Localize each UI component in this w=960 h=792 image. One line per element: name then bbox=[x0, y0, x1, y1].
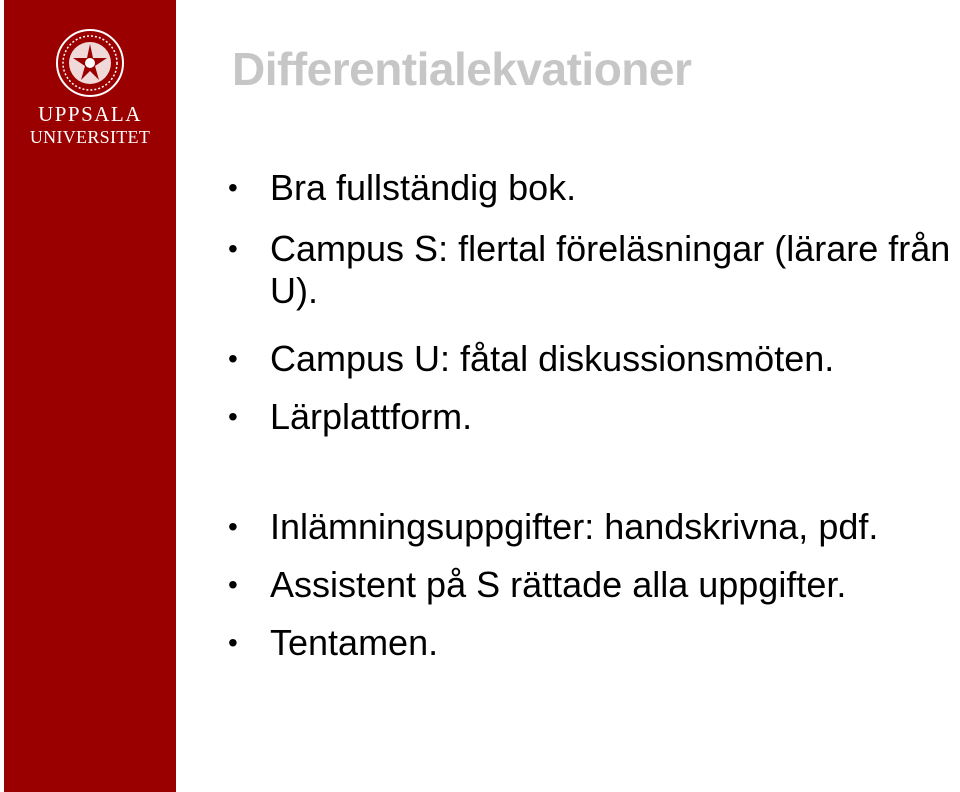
bullet-text: Assistent på S rättade alla uppgifter. bbox=[270, 564, 847, 605]
slide-title: Differentialekvationer bbox=[232, 43, 692, 95]
bullet-icon: • bbox=[228, 511, 238, 542]
bullet-item bbox=[228, 564, 956, 606]
university-seal-icon bbox=[55, 28, 125, 98]
bullet-icon: • bbox=[228, 569, 238, 600]
bullet-text: Lärplattform. bbox=[270, 396, 473, 437]
bullet-item bbox=[228, 167, 956, 209]
bullet-icon: • bbox=[228, 627, 238, 658]
bullet-text: Bra fullständig bok. bbox=[270, 167, 577, 208]
bullet-item bbox=[228, 506, 956, 548]
bullet-text: Tentamen. bbox=[270, 622, 439, 663]
bullet-text: Campus U: fåtal diskussionsmöten. bbox=[270, 338, 835, 379]
bullet-item bbox=[228, 338, 956, 380]
logo-text-uppsala: UPPSALA bbox=[38, 102, 142, 126]
bullet-icon: • bbox=[228, 401, 238, 432]
bullet-icon: • bbox=[228, 343, 238, 374]
bullet-icon: • bbox=[228, 233, 238, 264]
bullet-item bbox=[228, 622, 956, 664]
bullet-text: Inlämningsuppgifter: handskrivna, pdf. bbox=[270, 506, 879, 547]
sidebar bbox=[4, 0, 176, 792]
bullet-icon: • bbox=[228, 172, 238, 203]
university-logo bbox=[4, 28, 176, 146]
logo-text-universitet: UNIVERSITET bbox=[29, 127, 151, 147]
bullet-text: Campus S: flertal föreläsningar (lärare från U). bbox=[270, 228, 951, 312]
bullet-item bbox=[228, 396, 956, 438]
bullet-item bbox=[228, 228, 956, 312]
